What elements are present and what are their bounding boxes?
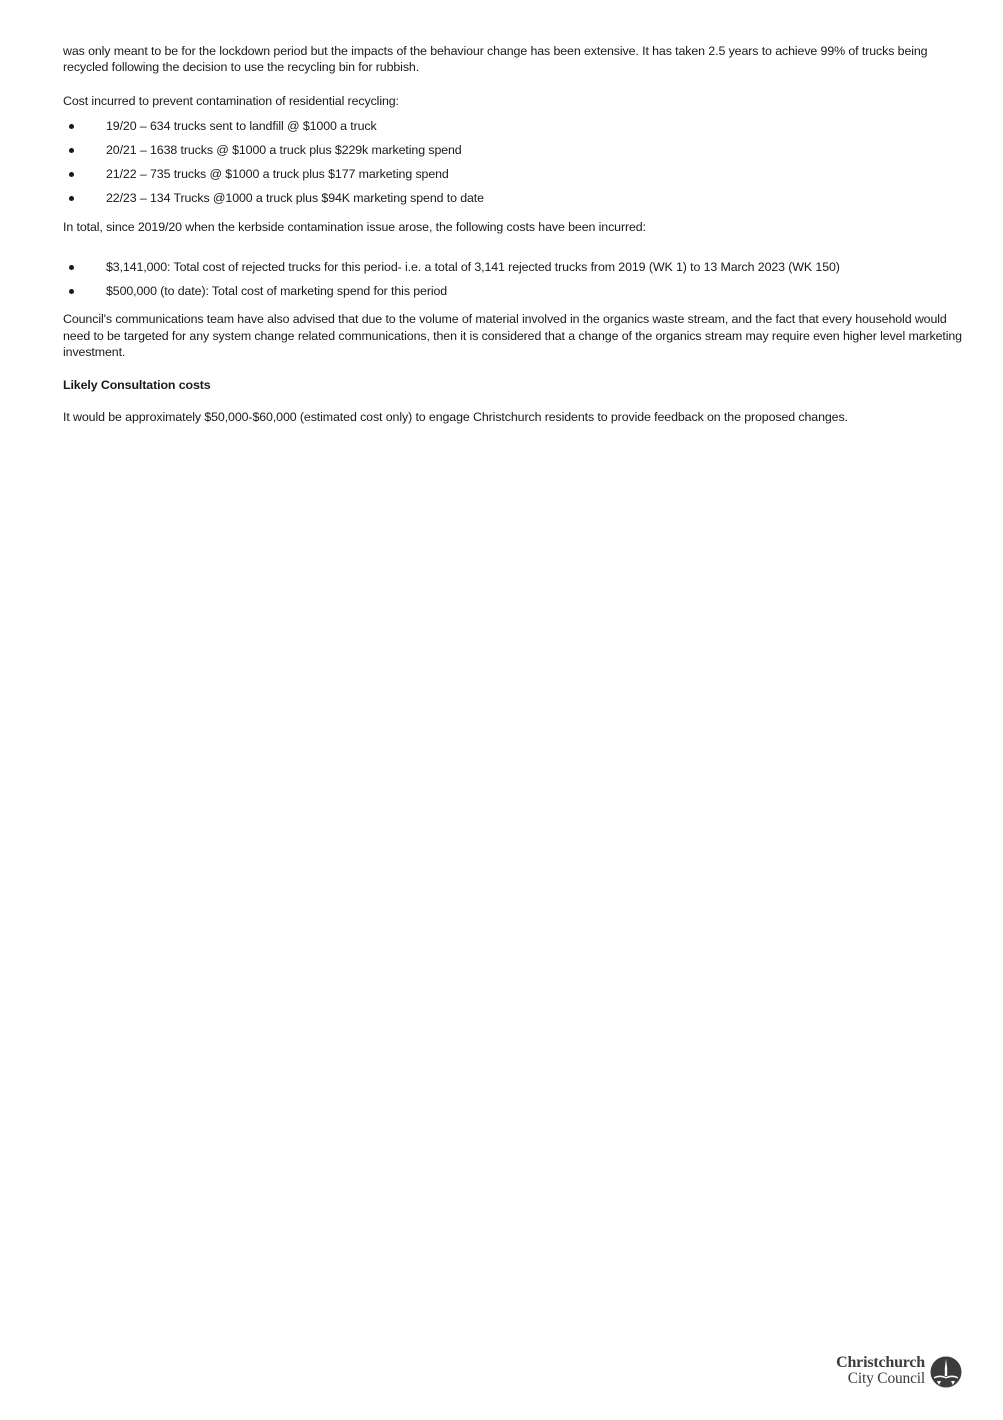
cathedral-logo-icon <box>930 1356 962 1388</box>
list-item: 21/22 – 735 trucks @ $1000 a truck plus $177 marketing spend <box>63 166 968 182</box>
bullet-icon <box>69 196 74 201</box>
total-list <box>63 259 968 299</box>
bullet-icon <box>69 172 74 177</box>
bullet-icon <box>69 148 74 153</box>
list-item: 20/21 – 1638 trucks @ $1000 a truck plus $229k marketing spend <box>63 142 968 158</box>
logo-line-2: City Council <box>847 1370 925 1387</box>
consultation-heading: Likely Consultation costs <box>63 377 211 392</box>
bullet-icon <box>69 289 74 294</box>
logo-line-1: Christchurch <box>836 1354 925 1371</box>
cost-intro: Cost incurred to prevent contamination of residential recycling: <box>63 93 399 108</box>
document-body <box>63 43 968 425</box>
consultation-paragraph: It would be approximately $50,000-$60,000 (estimated cost only) to engage Christchurch residents to provide feedback on the proposed changes. <box>63 410 848 425</box>
list-item: 22/23 – 134 Trucks @1000 a truck plus $94K marketing spend to date <box>63 190 968 206</box>
intro-paragraph: was only meant to be for the lockdown period but the impacts of the behaviour change has been extensive. It has taken 2.5 years to achieve 99% of trucks being recycled following the decision to use the recycling bin for rubbish. <box>63 44 928 75</box>
bullet-icon <box>69 124 74 129</box>
list-item: 19/20 – 634 trucks sent to landfill @ $1000 a truck <box>63 118 968 134</box>
comms-paragraph: Council's communications team have also advised that due to the volume of material involved in the organics waste stream, and the fact that every household would need to be targeted for any system change related communications, then it is considered that a change of the organics stream may require even higher level marketing investment. <box>63 312 962 360</box>
council-logo <box>827 1355 967 1389</box>
total-intro: In total, since 2019/20 when the kerbside contamination issue arose, the following costs have been incurred: <box>63 219 646 234</box>
list-item: $500,000 (to date): Total cost of marketing spend for this period <box>63 283 968 299</box>
bullet-icon <box>69 265 74 270</box>
list-item: $3,141,000: Total cost of rejected trucks for this period- i.e. a total of 3,141 rejected trucks from 2019 (WK 1) to 13 March 2023 (WK 150) <box>63 259 968 275</box>
cost-list <box>63 118 968 206</box>
logo-text <box>836 1355 925 1387</box>
